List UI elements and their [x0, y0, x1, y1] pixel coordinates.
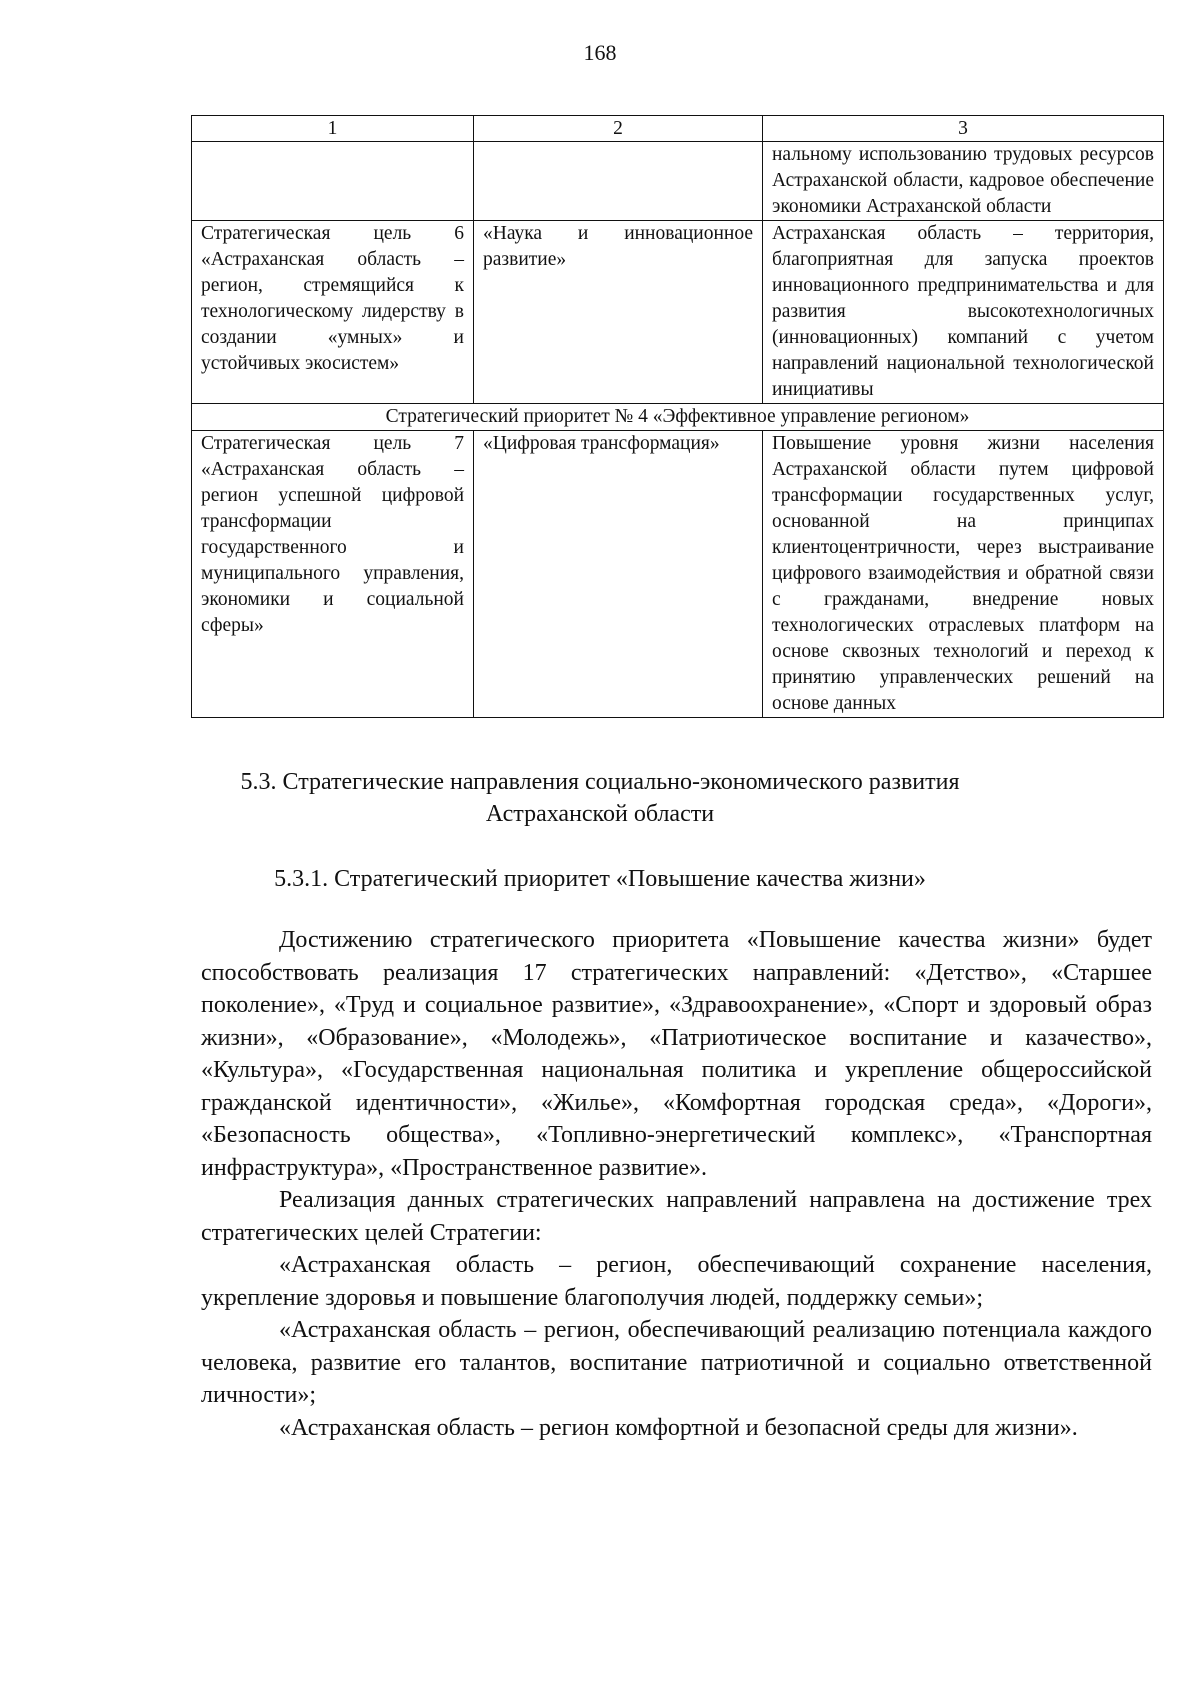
table-row [192, 431, 1164, 718]
column-number-2: 2 [474, 116, 763, 142]
table-row [192, 142, 1164, 221]
paragraph: «Астраханская область – регион, обеспечивающий сохранение населения, укрепление здоровья и повышение благополучия людей, поддержку семьи»; [201, 1252, 1152, 1311]
page-number: 168 [583, 40, 617, 65]
paragraph: «Астраханская область – регион комфортной и безопасной среды для жизни». [279, 1414, 1078, 1441]
result-cell: Астраханская область – территория, благоприятная для запуска проектов инновационного предпринимательства и для развития высокотехнологичных (инновационных) компаний с учетом направлений национальной технологической инициативы [763, 221, 1164, 404]
section-title [0, 766, 1200, 830]
direction-cell: «Наука и инновационное развитие» [474, 221, 763, 404]
direction-cell: «Цифровая трансформация» [474, 431, 763, 718]
priority-row [192, 404, 1164, 431]
table-header-row [192, 116, 1164, 142]
column-number-1: 1 [192, 116, 474, 142]
subsection-title: 5.3.1. Стратегический приоритет «Повышение качества жизни» [274, 866, 926, 892]
goal-cell: Стратегическая цель 7 «Астраханская область – регион успешной цифровой трансформации государственного и муниципального управления, экономики и социальной сферы» [192, 431, 474, 718]
body-text [201, 924, 1152, 1444]
direction-cell [474, 142, 763, 221]
priority-cell: Стратегический приоритет № 4 «Эффективное управление регионом» [192, 404, 1164, 431]
result-cell: Повышение уровня жизни населения Астраханской области путем цифровой трансформации государственных услуг, основанной на принципах клиентоцентричности, через выстраивание цифрового взаимодействия и обратной связи с гражданами, внедрение новых технологических отраслевых платформ на основе сквозных технологий и переход к принятию управленческих решений на основе данных [763, 431, 1164, 718]
section-title-line-1: 5.3. Стратегические направления социально-экономического развития [240, 769, 960, 795]
section-title-line-2: Астраханской области [485, 801, 715, 827]
paragraph: Достижению стратегического приоритета «Повышение качества жизни» будет способствовать реализация 17 стратегических направлений: «Детство», «Старшее поколение», «Труд и социальное развитие», «Здравоохранение», «Спорт и здоровый образ жизни», «Образование», «Молодежь», «Патриотическое воспитание и казачество», «Культура», «Государственная национальная политика и укрепление общероссийской гражданской идентичности», «Жилье», «Комфортная городская среда», «Дороги», «Безопасность общества», «Топливно-энергетический комплекс», «Транспортная инфраструктура», «Пространственное развитие». [201, 927, 1152, 1181]
paragraph: Реализация данных стратегических направлений направлена на достижение трех стратегических целей Стратегии: [201, 1187, 1152, 1246]
table-row [192, 221, 1164, 404]
result-cell: нальному использованию трудовых ресурсов Астраханской области, кадровое обеспечение экономики Астраханской области [763, 142, 1164, 221]
goal-cell: Стратегическая цель 6 «Астраханская область – регион, стремящийся к технологическому лидерству в создании «умных» и устойчивых экосистем» [192, 221, 474, 404]
column-number-3: 3 [763, 116, 1164, 142]
goal-cell [192, 142, 474, 221]
strategy-table [191, 115, 1164, 718]
paragraph: «Астраханская область – регион, обеспечивающий реализацию потенциала каждого человека, развитие его талантов, воспитание патриотичной и социально ответственной личности»; [201, 1317, 1152, 1408]
